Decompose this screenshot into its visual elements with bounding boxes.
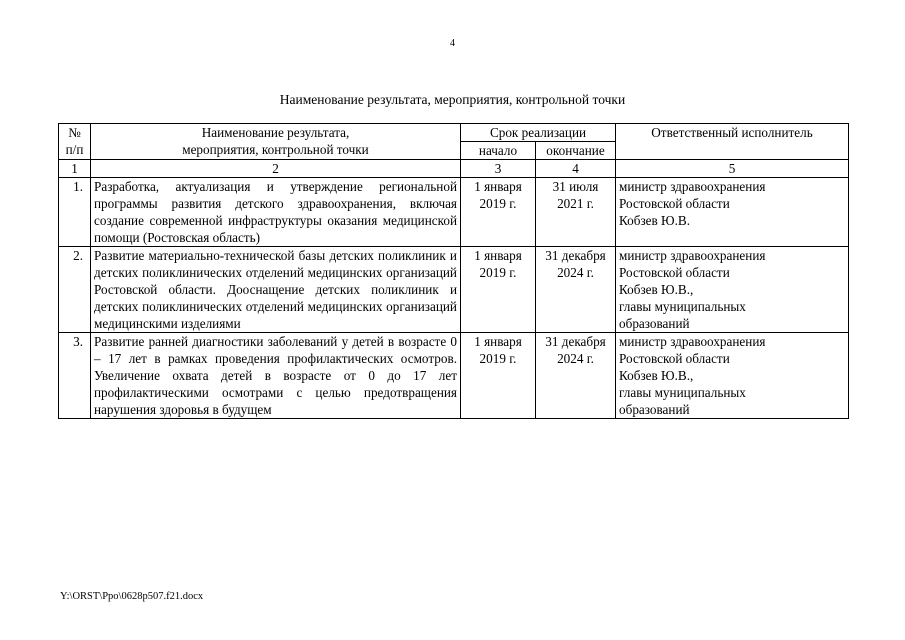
col-number: 5	[616, 160, 849, 178]
row-num: 1.	[59, 178, 91, 247]
header-start: начало	[461, 142, 536, 160]
header-name-line1: Наименование результата,	[201, 125, 350, 140]
row-end-line2: 2021 г.	[557, 196, 594, 211]
row-end-line1: 31 декабря	[545, 334, 606, 349]
row-start-line2: 2019 г.	[479, 196, 517, 211]
header-responsible: Ответственный исполнитель	[616, 124, 849, 160]
row-name: Разработка, актуализация и утверждение региональной программы развития детского здравоохранения, включая создание современной инфраструктуры оказания медицинской помощи (Ростовская область)	[91, 178, 461, 247]
resp-line: главы муниципальных	[619, 299, 746, 314]
row-responsible	[616, 247, 849, 333]
table-row	[59, 178, 849, 247]
row-responsible	[616, 178, 849, 247]
resp-line: главы муниципальных	[619, 385, 746, 400]
row-start-line1: 1 января	[474, 334, 522, 349]
header-name-line2: мероприятия, контрольной точки	[182, 142, 369, 157]
col-number: 4	[536, 160, 616, 178]
resp-line: министр здравоохранения	[619, 179, 766, 194]
header-num	[59, 124, 91, 160]
row-start-line1: 1 января	[474, 248, 522, 263]
row-end-line1: 31 июля	[552, 179, 599, 194]
row-start	[461, 333, 536, 419]
resp-line: образований	[619, 402, 690, 417]
header-num-line2: п/п	[65, 142, 84, 157]
resp-line: министр здравоохранения	[619, 248, 766, 263]
header-period: Срок реализации	[461, 124, 616, 142]
resp-line: Ростовской области	[619, 351, 730, 366]
table-row	[59, 247, 849, 333]
page-number: 4	[450, 38, 455, 49]
row-start	[461, 178, 536, 247]
header-num-line1: №	[68, 125, 81, 140]
resp-line: образований	[619, 316, 690, 331]
resp-line: Кобзев Ю.В.	[619, 213, 690, 228]
row-end	[536, 333, 616, 419]
row-start-line2: 2019 г.	[479, 265, 517, 280]
resp-line: Кобзев Ю.В.,	[619, 368, 694, 383]
row-end-line2: 2024 г.	[557, 351, 594, 366]
results-table	[58, 123, 849, 419]
row-start-line1: 1 января	[474, 179, 522, 194]
row-end	[536, 178, 616, 247]
table-title: Наименование результата, мероприятия, контрольной точки	[279, 92, 626, 107]
column-numbers-row	[59, 160, 849, 178]
resp-line: министр здравоохранения	[619, 334, 766, 349]
row-end-line1: 31 декабря	[545, 248, 606, 263]
col-number: 1	[59, 160, 91, 178]
table-row	[59, 333, 849, 419]
row-start-line2: 2019 г.	[479, 351, 517, 366]
resp-line: Ростовской области	[619, 265, 730, 280]
col-number: 2	[91, 160, 461, 178]
row-responsible	[616, 333, 849, 419]
row-name: Развитие ранней диагностики заболеваний у детей в возрасте 0 – 17 лет в рамках проведения профилактических осмотров. Увеличение охвата детей в возрасте от 0 до 17 лет профилактическими осмотрами с целью предотвращения нарушения здоровья в будущем	[91, 333, 461, 419]
resp-line: Кобзев Ю.В.,	[619, 282, 694, 297]
row-num: 3.	[59, 333, 91, 419]
header-end: окончание	[536, 142, 616, 160]
col-number: 3	[461, 160, 536, 178]
header-name	[91, 124, 461, 160]
table-header-row	[59, 124, 849, 142]
row-end	[536, 247, 616, 333]
row-end-line2: 2024 г.	[557, 265, 594, 280]
row-name: Развитие материально-технической базы детских поликлиник и детских поликлинических отделений медицинских организаций Ростовской области. Дооснащение детских поликлиник и детских поликлинических отделений медицинских организаций медицинскими изделиями	[91, 247, 461, 333]
row-start	[461, 247, 536, 333]
row-num: 2.	[59, 247, 91, 333]
resp-line: Ростовской области	[619, 196, 730, 211]
file-path-footer: Y:\ORST\Ppo\0628p507.f21.docx	[60, 591, 204, 602]
